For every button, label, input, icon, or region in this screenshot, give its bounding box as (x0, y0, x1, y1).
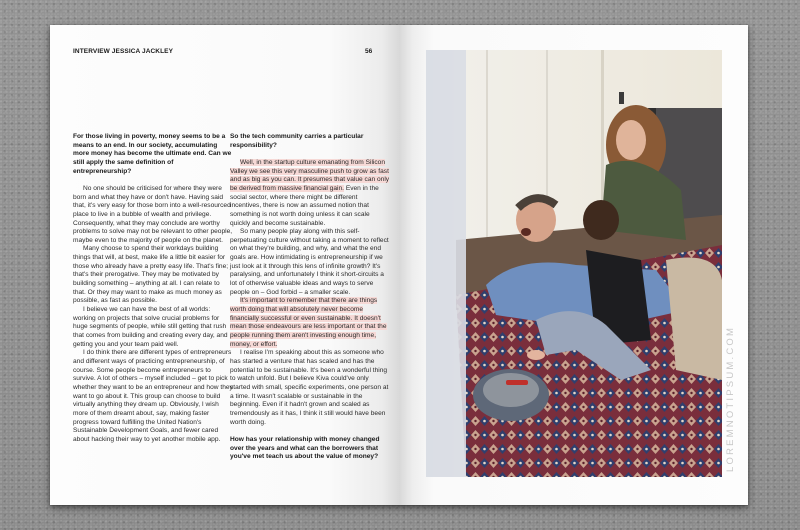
answer-paragraph: So many people play along with this self-perpetuating culture without taking a moment to reflect on what they're building, and why, and what the end goals are. How intimidating is entrepreneurship if we just look at it through this lens of infinite growth? It's paralysing, and unfortunately I think it short-circuits a lot of otherwise valuable ideas and ways to serve people on – God forbid – a smaller scale. (230, 228, 389, 296)
answer-paragraph: I believe we can have the best of all worlds: working on projects that solve crucial problems for huge segments of people, while still getting that rush that comes from building and creating every day, and getting you and your team paid well. (73, 306, 228, 348)
text-column-1 (73, 133, 233, 445)
answer-paragraph: I do think there are different types of entrepreneurs and different ways of practicing entrepreneurship, of course. Some people become entrepreneurs to survive. A lot of others – myself included – get to pick whether they want to be an entrepreneur and how they want to go about it. This group can choose to build virtually anything they dream up. Obviously, I wish more of them dreamt about, say, making faster progress toward fulfilling the United Nation's Sustainable Development Goals, and fewer cared about hacking their way to yet another mobile app. (73, 349, 233, 443)
answer-paragraph: Many choose to spend their workdays building things that will, at best, make life a little bit easier for those who already have a pretty easy life. That's fine; that's their prerogative. They may be motivated by building something – anything at all. I can relate to that. Or they may want to make as much money as possible, as fast as possible. (73, 245, 229, 305)
family-photo (426, 50, 722, 477)
right-page (399, 25, 748, 505)
text-column-2 (230, 133, 390, 470)
highlighted-text: Well, in the startup culture emanating from Silicon Valley we see this very masculine push to grow as fast and as big as you can. It presumes that value can only be derived from massive financial gain. (230, 158, 390, 192)
answer-paragraph (230, 159, 390, 228)
interview-question: So the tech community carries a particular responsibility? (230, 133, 364, 149)
family-photo-illustration (426, 50, 722, 477)
answer-paragraph: I realise I'm speaking about this as someone who has started a venture that has scaled and has the potential to be sustainable. It's been a wonderful thing to watch unfold. But I believe Kiva could've only started with small, specific experiments, one person at a time. It wasn't scalable or sustainable in the beginning. Even if it hadn't grown and scaled as tremendously as it has, I think it still would have been worth doing. (230, 349, 389, 426)
answer-paragraph: No one should be criticised for where they were born and what they have or don't have. Having said that, it's very easy for those born into a well-resourced place to live in a bubble of wealth and privilege. Consequently, what they may conclude are worthy problems to solve may not be relevant to other people, maybe even to the majority of people on the planet. (73, 184, 233, 244)
highlighted-text: It's important to remember that there are things worth doing that will absolutely never become financially successful or even sustainable. It doesn't mean those endeavours are less important or that the people running them aren't investing enough time, money, or effort. (230, 297, 387, 348)
paragraph-text: Even in the social sector, where there might be different incentives, there is now an assumed notion that something is not worth doing unless it can scale quickly and become sustainable. (230, 184, 379, 227)
answer-paragraph (230, 297, 390, 349)
magazine-spread (50, 25, 748, 505)
watermark-text: LOREMNOTIPSUM.COM (725, 325, 736, 472)
running-head: INTERVIEW JESSICA JACKLEY (73, 48, 174, 55)
page-number: 56 (365, 48, 373, 55)
interview-question: For those living in poverty, money seems to be a means to an end. In our society, accumulating more money has become the ultimate end. Can we still apply the same definition of entrepreneurship? (73, 133, 232, 175)
left-page (50, 25, 399, 505)
interview-question: How has your relationship with money changed over the years and what can the borrowers that you've met teach us about the value of money? (230, 435, 380, 461)
